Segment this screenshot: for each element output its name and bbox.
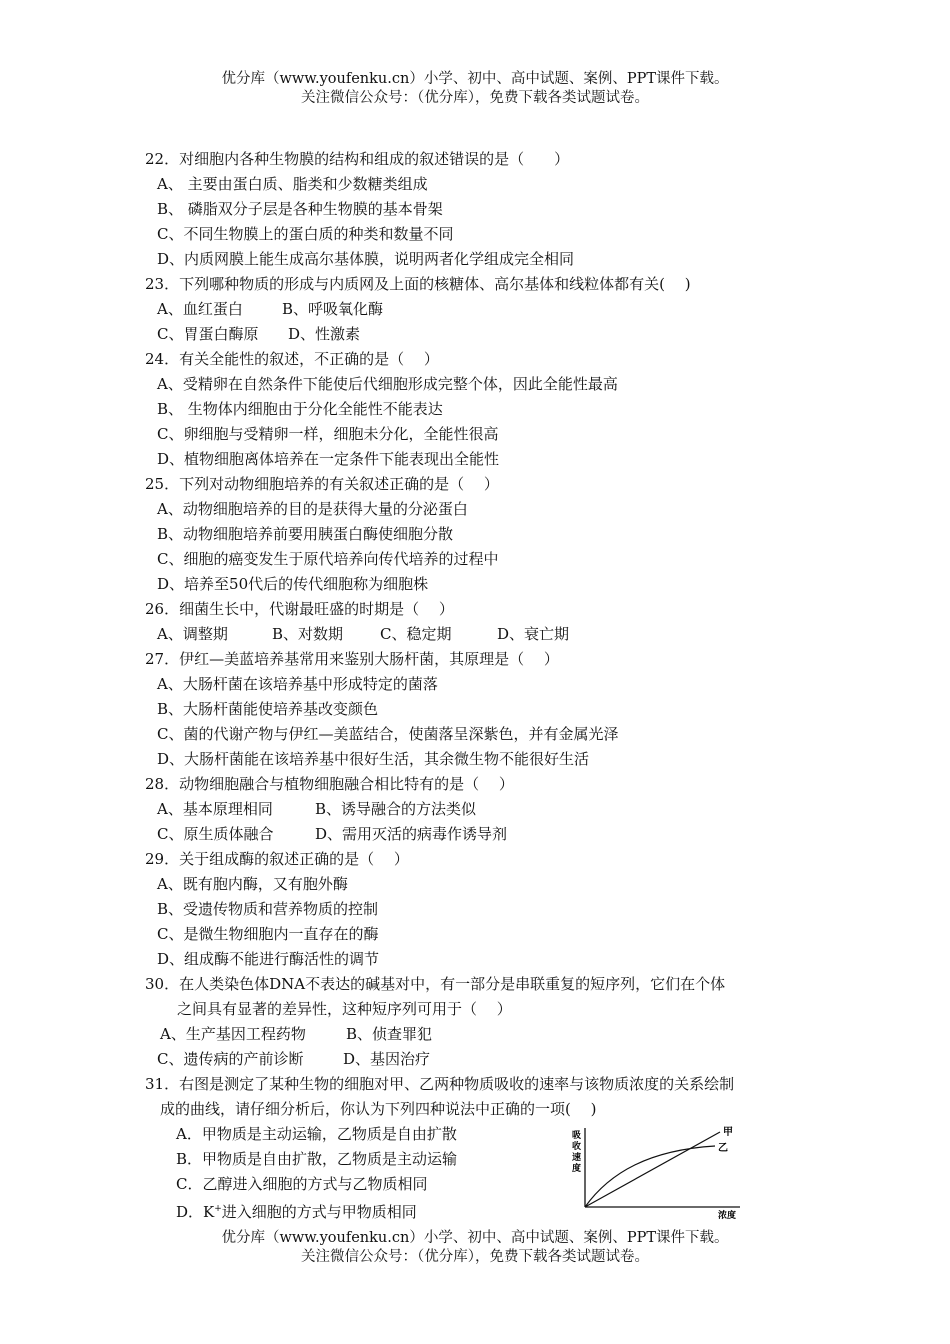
- q23-option-b: B、呼吸氧化酶: [282, 300, 384, 318]
- q27-option-b: B、大肠杆菌能使培养基改变颜色: [157, 700, 379, 718]
- q28-stem: 28．动物细胞融合与植物细胞融合相比特有的是（ ）: [145, 775, 514, 793]
- q24-option-c: C、卵细胞与受精卵一样，细胞未分化，全能性很高: [157, 425, 499, 443]
- figure-label-jia: 甲: [723, 1127, 733, 1138]
- header-line-1: 优分库（www.youfenku.cn）小学、初中、高中试题、案例、PPT课件下载。: [221, 71, 729, 87]
- q22-option-d: D、内质网膜上能生成高尔基体膜，说明两者化学组成完全相同: [157, 250, 575, 268]
- q29-option-b: B、受遗传物质和营养物质的控制: [157, 900, 379, 918]
- q31-option-c: C．乙醇进入细胞的方式与乙物质相同: [176, 1175, 428, 1193]
- q26-stem: 26．细菌生长中，代谢最旺盛的时期是（ ）: [145, 600, 454, 618]
- q23-option-d: D、性激素: [288, 325, 361, 343]
- q31-option-b: B．甲物质是自由扩散，乙物质是主动运输: [176, 1150, 458, 1168]
- q24-option-d: D、植物细胞离体培养在一定条件下能表现出全能性: [157, 450, 500, 468]
- q31-absorption-figure: [560, 1120, 760, 1220]
- q23-stem: 23．下列哪种物质的形成与内质网及上面的核糖体、高尔基体和线粒体都有关( ): [145, 275, 691, 293]
- figure-ylabel-4: 度: [572, 1164, 582, 1174]
- q26-options-row: [157, 623, 569, 645]
- q26-option-b: B、对数期: [272, 625, 344, 643]
- q25-option-d: D、培养至50代后的传代细胞称为细胞株: [157, 575, 429, 593]
- q27-option-c: C、菌的代谢产物与伊红—美蓝结合，使菌落呈深紫色，并有金属光泽: [157, 725, 619, 743]
- q25-option-c: C、细胞的癌变发生于原代培养向传代培养的过程中: [157, 550, 499, 568]
- q25-option-a: A、动物细胞培养的目的是获得大量的分泌蛋白: [157, 500, 468, 518]
- page-footer: [0, 1229, 950, 1267]
- q22-stem: 22．对细胞内各种生物膜的结构和组成的叙述错误的是（ ）: [145, 150, 570, 168]
- q30-option-a: A、生产基因工程药物: [160, 1025, 306, 1043]
- q29-stem: 29．关于组成酶的叙述正确的是（ ）: [145, 850, 409, 868]
- q27-option-d: D、大肠杆菌能在该培养基中很好生活，其余微生物不能很好生活: [157, 750, 590, 768]
- footer-line-2: 关注微信公众号：（优分库），免费下载各类试题试卷。: [301, 1249, 649, 1265]
- q31-stem-line-2: 成的曲线，请仔细分析后，你认为下列四种说法中正确的一项( ): [160, 1100, 597, 1118]
- q31-stem-line-1: 31．右图是测定了某种生物的细胞对甲、乙两种物质吸收的速率与该物质浓度的关系绘制: [145, 1075, 735, 1093]
- q23-option-a: A、血红蛋白: [157, 300, 243, 318]
- q24-option-a: A、受精卵在自然条件下能使后代细胞形成完整个体，因此全能性最高: [157, 375, 618, 393]
- q30-option-d: D、基因治疗: [343, 1050, 431, 1068]
- q26-option-a: A、调整期: [157, 625, 228, 643]
- q30-options-row-2: [157, 1048, 430, 1070]
- q25-stem: 25．下列对动物细胞培养的有关叙述正确的是（ ）: [145, 475, 499, 493]
- page-header: [0, 70, 950, 108]
- q31-option-d-text: 进入细胞的方式与甲物质相同: [221, 1203, 417, 1221]
- q24-stem: 24．有关全能性的叙述，不正确的是（ ）: [145, 350, 439, 368]
- q28-options-row-1: [157, 798, 476, 820]
- q31-option-d-superscript: +: [214, 1204, 222, 1214]
- q28-options-row-2: [157, 823, 507, 845]
- q30-stem-line-2: 之间具有显著的差异性，这种短序列可用于（ ）: [177, 1000, 512, 1018]
- q30-option-c: C、遗传病的产前诊断: [157, 1050, 304, 1068]
- q29-option-a: A、既有胞内酶，又有胞外酶: [157, 875, 348, 893]
- figure-ylabel-2: 收: [572, 1142, 582, 1152]
- q28-option-b: B、诱导融合的方法类似: [315, 800, 477, 818]
- q22-option-a: A、 主要由蛋白质、脂类和少数糖类组成: [157, 175, 428, 193]
- q29-option-c: C、是微生物细胞内一直存在的酶: [157, 925, 379, 943]
- q28-option-a: A、基本原理相同: [157, 800, 273, 818]
- q31-option-d: [176, 1198, 417, 1223]
- q23-options-row-1: [157, 298, 383, 320]
- figure-xlabel: 浓度: [718, 1211, 737, 1220]
- header-line-2: 关注微信公众号：（优分库），免费下载各类试题试卷。: [301, 90, 649, 106]
- q28-option-c: C、原生质体融合: [157, 825, 274, 843]
- q30-stem-line-1: 30．在人类染色体DNA不表达的碱基对中，有一部分是串联重复的短序列，它们在个体: [145, 975, 726, 993]
- q25-option-b: B、动物细胞培养前要用胰蛋白酶使细胞分散: [157, 525, 454, 543]
- q27-option-a: A、大肠杆菌在该培养基中形成特定的菌落: [157, 675, 438, 693]
- q28-option-d: D、需用灭活的病毒作诱导剂: [315, 825, 508, 843]
- q27-stem: 27．伊红—美蓝培养基常用来鉴别大肠杆菌，其原理是（ ）: [145, 650, 559, 668]
- figure-ylabel-3: 速: [572, 1153, 582, 1163]
- figure-label-yi: 乙: [718, 1143, 728, 1154]
- figure-curve-yi: [585, 1146, 715, 1207]
- q22-option-c: C、不同生物膜上的蛋白质的种类和数量不同: [157, 225, 454, 243]
- q26-option-d: D、衰亡期: [497, 625, 570, 643]
- q29-option-d: D、组成酶不能进行酶活性的调节: [157, 950, 380, 968]
- figure-ylabel-1: 吸: [572, 1131, 582, 1141]
- q26-option-c: C、稳定期: [380, 625, 452, 643]
- figure-curve-jia: [585, 1132, 720, 1207]
- q23-options-row-2: [157, 323, 360, 345]
- q30-options-row-1: [160, 1023, 432, 1045]
- q22-option-b: B、 磷脂双分子层是各种生物膜的基本骨架: [157, 200, 443, 218]
- footer-line-1: 优分库（www.youfenku.cn）小学、初中、高中试题、案例、PPT课件下载。: [221, 1230, 729, 1246]
- q31-option-a: A．甲物质是主动运输，乙物质是自由扩散: [176, 1125, 457, 1143]
- q31-option-d-prefix: D．K: [176, 1203, 215, 1221]
- q24-option-b: B、 生物体内细胞由于分化全能性不能表达: [157, 400, 443, 418]
- q23-option-c: C、胃蛋白酶原: [157, 325, 259, 343]
- q30-option-b: B、侦查罪犯: [346, 1025, 433, 1043]
